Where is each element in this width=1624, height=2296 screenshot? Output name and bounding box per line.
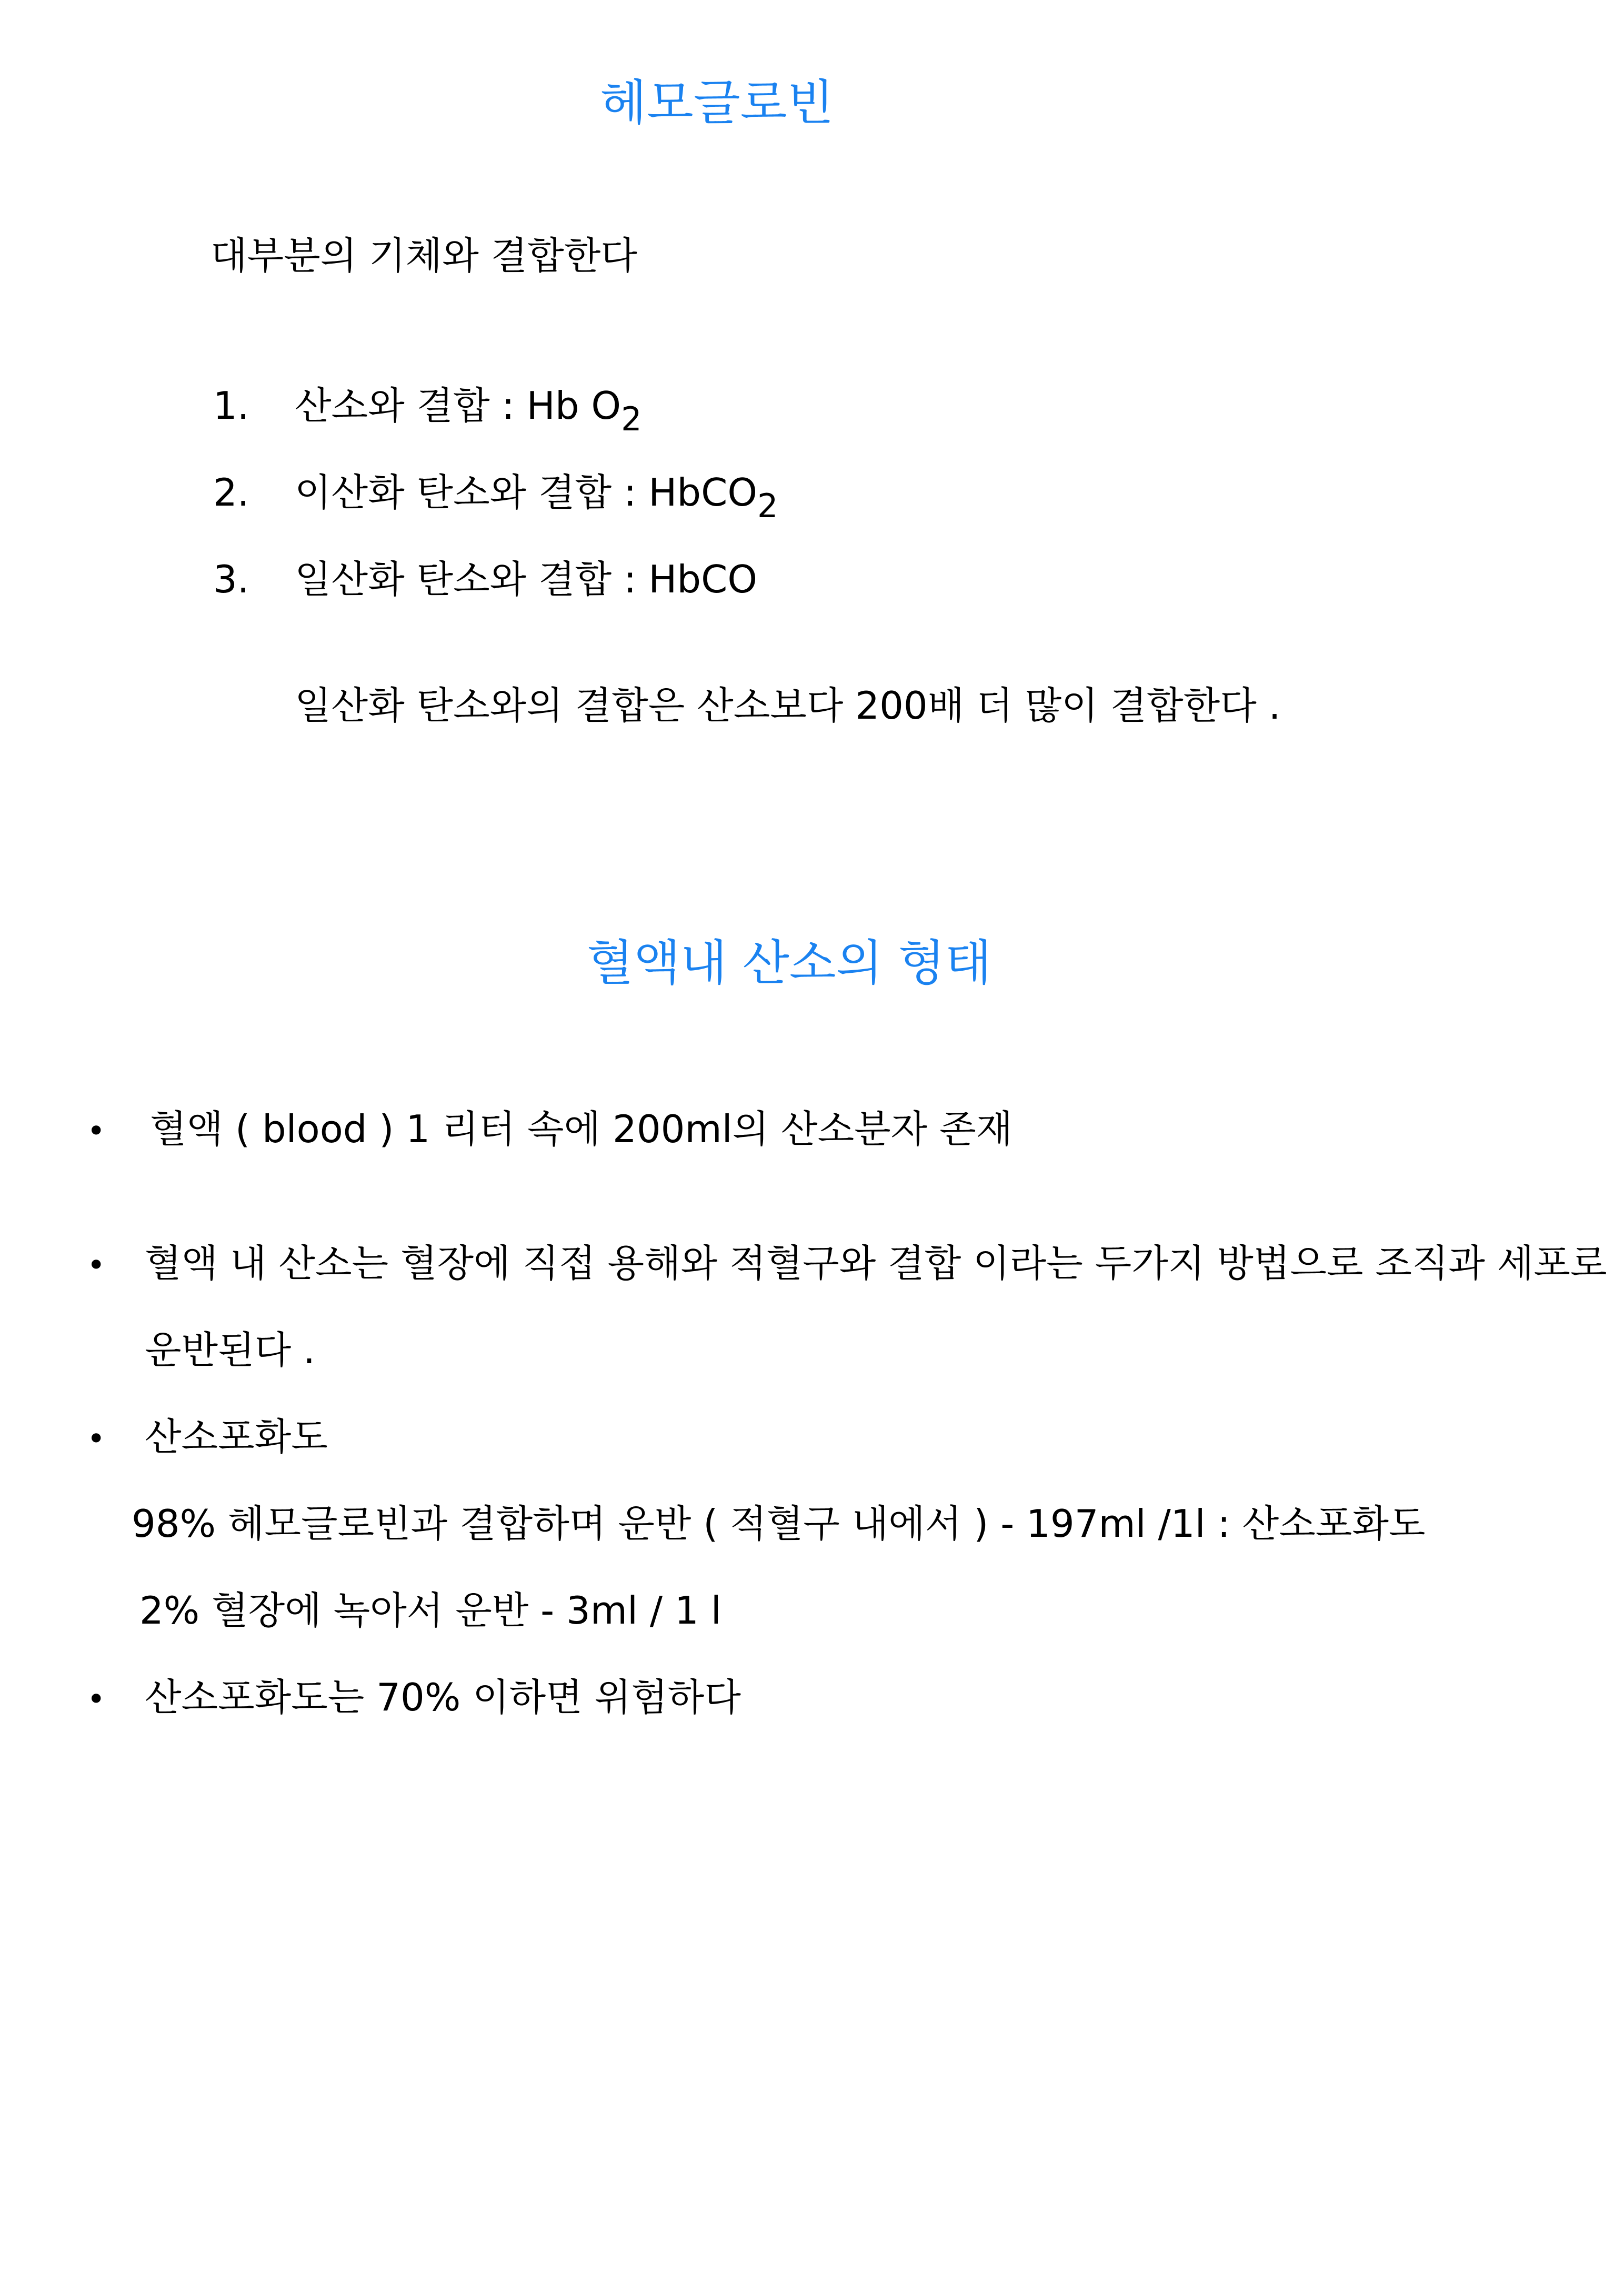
bullet-item-transport-methods: 혈액 내 산소는 혈장에 직접 용해와 적혈구와 결합 이라는 두가지 방법으로 조직과 세포로 [145, 1241, 1607, 1285]
list-number-3: 3. [213, 557, 249, 601]
list-item-2-subscript: 2 [757, 487, 778, 525]
bullet-icon: • [87, 1247, 106, 1284]
list-item-1-text: 산소와 결합 : Hb O [295, 384, 621, 428]
bullet-icon: • [87, 1681, 106, 1718]
bullet-item-transport-methods-cont: 운반된다 . [145, 1328, 315, 1372]
bullet-item-oxygen-saturation: 산소포화도 [145, 1415, 328, 1459]
list-number-1: 1. [213, 384, 249, 428]
list-item-1-subscript: 2 [621, 400, 642, 438]
carbon-monoxide-note: 일산화 탄소와의 결합은 산소보다 200배 더 많이 결합한다 . [295, 683, 1281, 728]
list-item-2-text: 이산화 탄소와 결합 : HbCO [295, 470, 758, 515]
list-item-3-text: 일산화 탄소와 결합 : HbCO [295, 557, 758, 601]
bullet-item-blood-oxygen-amount: 혈액 ( blood ) 1 리터 속에 200ml의 산소분자 존재 [150, 1107, 1013, 1151]
section-title-hemoglobin: 헤모글로빈 [600, 75, 834, 131]
detail-line-hemoglobin-98: 98% 헤모글로빈과 결합하며 운반 ( 적혈구 내에서 ) - 197ml /1l : 산소포화도 [132, 1502, 1426, 1546]
list-item-2 [295, 470, 778, 525]
intro-text: 대부분의 기체와 결합한다 [210, 234, 637, 278]
list-item-3 [295, 557, 758, 601]
list-item-1 [295, 384, 642, 438]
detail-line-plasma-2: 2% 혈장에 녹아서 운반 - 3ml / 1 l [139, 1588, 721, 1633]
bullet-item-saturation-danger: 산소포화도는 70% 이하면 위험하다 [145, 1675, 741, 1719]
list-number-2: 2. [213, 470, 249, 515]
bullet-icon: • [87, 1421, 106, 1457]
section-title-blood-oxygen: 혈액내 산소의 형태 [587, 935, 992, 991]
bullet-icon: • [87, 1113, 106, 1150]
